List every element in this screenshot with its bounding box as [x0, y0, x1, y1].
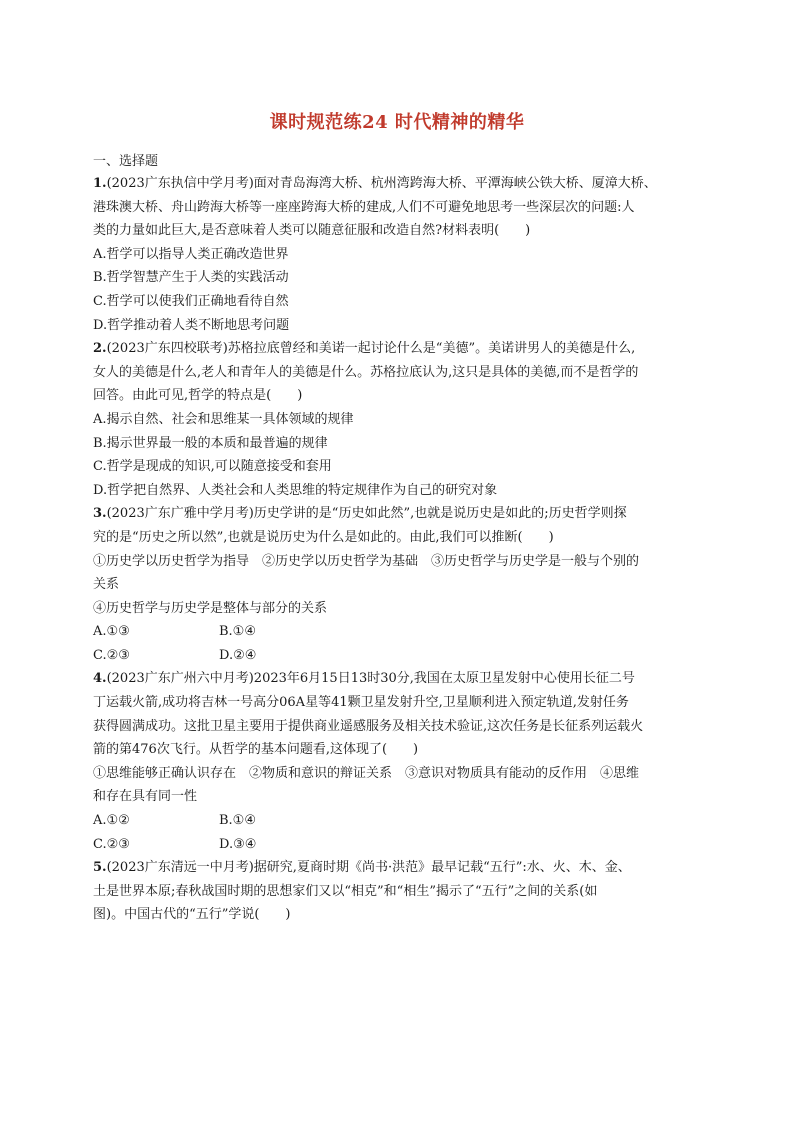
question-line: ①思维能够正确认识存在 ②物质和意识的辩证关系 ③意识对物质具有能动的反作用 ④思维 — [93, 765, 640, 781]
option-b: B.①④ — [219, 624, 256, 640]
option-d: D.哲学把自然界、人类社会和人类思维的特定规律作为自己的研究对象 — [93, 482, 498, 498]
option-row — [93, 809, 713, 833]
question-line: 4.(2023广东广州六中月考)2023年6月15日13时30分,我国在太原卫星发射中心使用长征二号 — [93, 671, 635, 687]
question-3 — [93, 502, 713, 667]
question-1 — [93, 172, 713, 337]
question-line: 获得圆满成功。这批卫星主要用于提供商业遥感服务及相关技术验证,这次任务是长征系列运载火 — [93, 718, 644, 734]
question-line: 和存在具有同一性 — [93, 789, 198, 805]
option-row — [93, 620, 713, 644]
question-line: 箭的第476次飞行。从哲学的基本问题看,这体现了( ) — [93, 742, 419, 758]
question-line: 女人的美德是什么,老人和青年人的美德是什么。苏格拉底认为,这只是具体的美德,而不是哲学的 — [93, 364, 639, 380]
question-line: ④历史哲学与历史学是整体与部分的关系 — [93, 600, 328, 616]
option-b: B.①④ — [219, 813, 256, 829]
question-line: 丁运载火箭,成功将吉林一号高分06A星等41颗卫星发射升空,卫星顺利进入预定轨道,发射任务 — [93, 695, 629, 711]
question-line: 图)。中国古代的“五行”学说( ) — [93, 907, 291, 923]
option-c: C.②③ — [93, 647, 130, 663]
question-5 — [93, 856, 713, 927]
option-c: C.②③ — [93, 836, 130, 852]
option-c: C.哲学是现成的知识,可以随意接受和套用 — [93, 459, 332, 475]
question-line: 5.(2023广东清远一中月考)据研究,夏商时期《尚书·洪范》最早记载“五行”:水、火、木、金、 — [93, 860, 631, 876]
question-line: ①历史学以历史哲学为指导 ②历史学以历史哲学为基础 ③历史哲学与历史学是一般与个别的 — [93, 553, 640, 569]
question-number: 5. — [93, 860, 107, 876]
option-row — [93, 833, 713, 857]
option-c: C.哲学可以使我们正确地看待自然 — [93, 293, 289, 309]
question-list — [93, 172, 713, 927]
option-d: D.②④ — [219, 647, 257, 663]
option-a: A.哲学可以指导人类正确改造世界 — [93, 246, 289, 262]
option-a: A.①③ — [93, 624, 130, 640]
question-line: 港珠澳大桥、舟山跨海大桥等一座座跨海大桥的建成,人们不可避免地思考一些深层次的问题:人 — [93, 199, 635, 215]
question-line: 回答。由此可见,哲学的特点是( ) — [93, 388, 303, 404]
question-line: 1.(2023广东执信中学月考)面对青岛海湾大桥、杭州湾跨海大桥、平潭海峡公铁大桥、厦漳大桥、 — [93, 176, 657, 191]
question-line: 究的是“历史之所以然”,也就是说历史为什么是如此的。由此,我们可以推断( ) — [93, 529, 554, 545]
option-d: D.③④ — [219, 836, 257, 852]
option-a: A.揭示自然、社会和思维某一具体领域的规律 — [93, 411, 354, 427]
option-a: A.①② — [93, 813, 130, 829]
question-number: 4. — [93, 671, 107, 687]
question-number: 3. — [93, 506, 107, 522]
question-4 — [93, 667, 713, 856]
question-line: 2.(2023广东四校联考)苏格拉底曾经和美诺一起讨论什么是“美德”。美诺讲男人的美德是什么, — [93, 341, 636, 357]
option-row — [93, 644, 713, 668]
option-b: B.揭示世界最一般的本质和最普遍的规律 — [93, 435, 328, 451]
section-heading: 一、选择题 — [93, 154, 159, 169]
question-line: 土是世界本原;春秋战国时期的思想家们又以“相克”和“相生”揭示了“五行”之间的关系(如 — [93, 883, 598, 899]
question-line: 类的力量如此巨大,是否意味着人类可以随意征服和改造自然?材料表明( ) — [93, 223, 531, 239]
option-b: B.哲学智慧产生于人类的实践活动 — [93, 270, 289, 286]
page-title: 课时规范练24 时代精神的精华 — [269, 112, 525, 133]
question-number: 1. — [93, 176, 107, 191]
option-d: D.哲学推动着人类不断地思考问题 — [93, 317, 290, 333]
question-number: 2. — [93, 341, 107, 357]
question-line: 3.(2023广东广雅中学月考)历史学讲的是“历史如此然”,也就是说历史是如此的;历史哲学则探 — [93, 506, 627, 522]
question-line: 关系 — [93, 577, 120, 593]
question-2 — [93, 337, 713, 502]
